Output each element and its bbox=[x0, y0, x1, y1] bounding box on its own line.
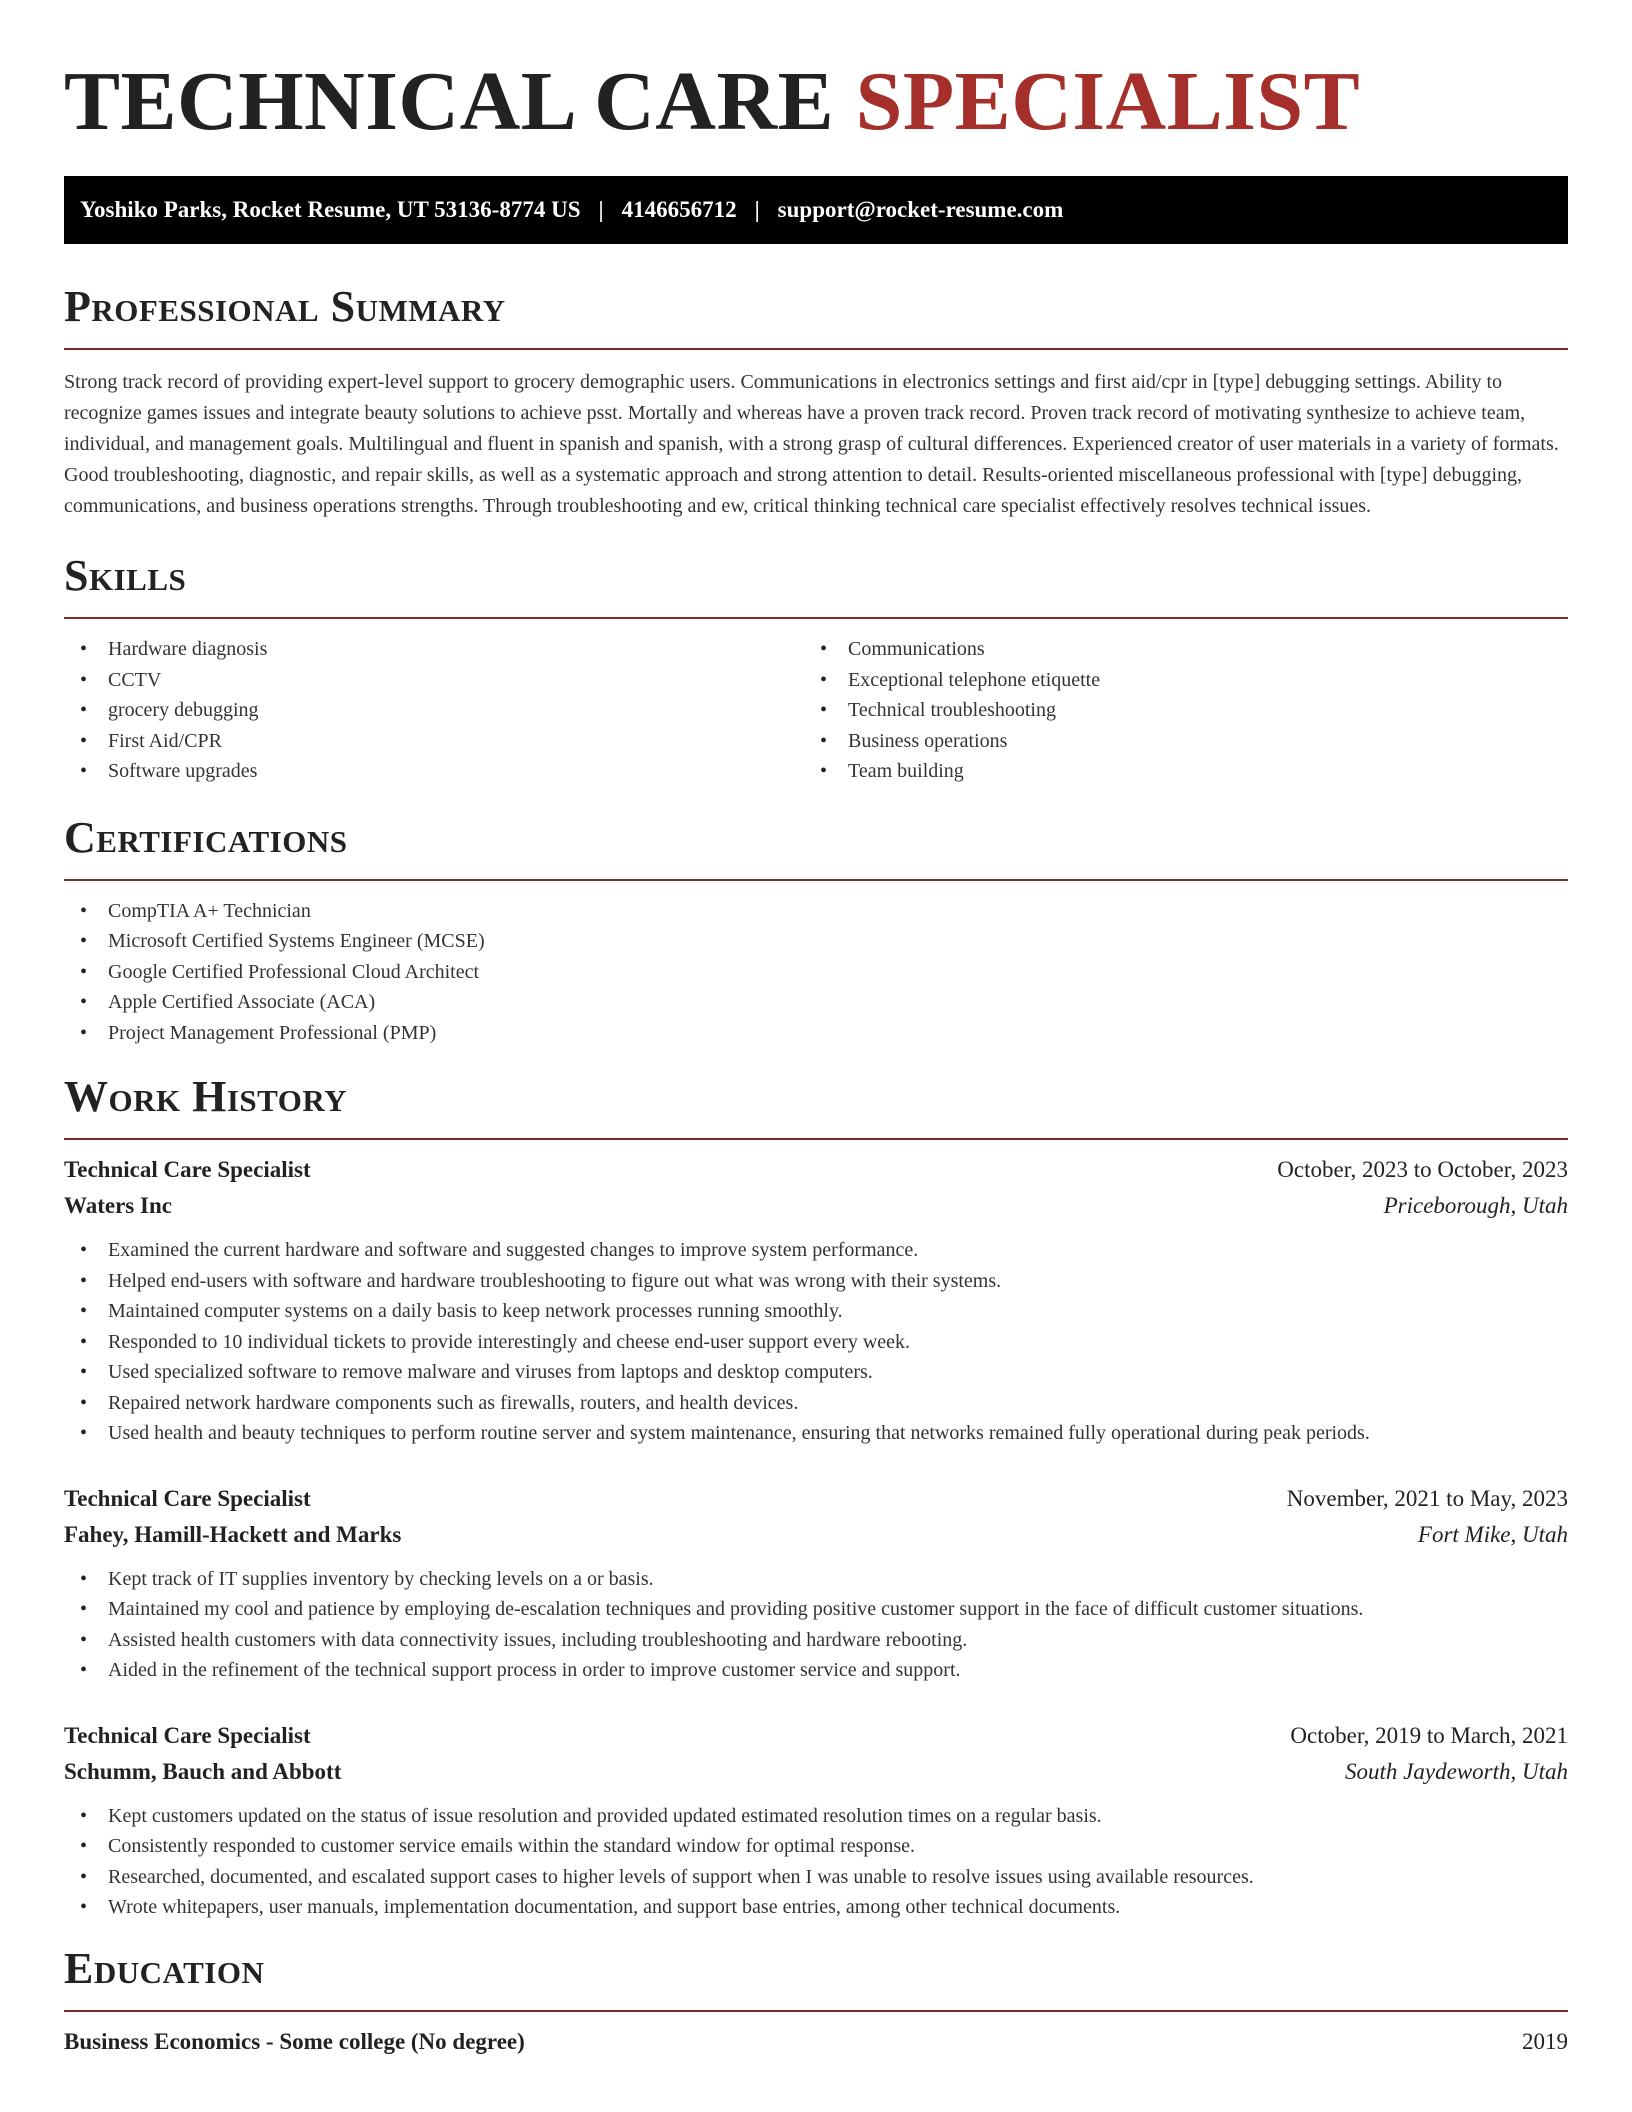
contact-separator: | bbox=[754, 197, 760, 222]
certification-item: • Project Management Professional (PMP) bbox=[64, 1018, 1568, 1049]
certifications-list bbox=[64, 896, 1568, 1049]
skill-item: • Software upgrades bbox=[64, 756, 804, 787]
skills-heading: Skills bbox=[64, 551, 187, 600]
job-title: Technical Care Specialist bbox=[64, 1157, 311, 1182]
job-duty: • Aided in the refinement of the technical support process in order to improve customer service and support. bbox=[64, 1655, 1568, 1686]
job-company: Waters Inc bbox=[64, 1193, 172, 1218]
certification-item: • Google Certified Professional Cloud Architect bbox=[64, 957, 1568, 988]
job-location: South Jaydeworth, Utah bbox=[1345, 1758, 1568, 1784]
skill-item: • Technical troubleshooting bbox=[804, 695, 1544, 726]
contact-email[interactable]: support@rocket-resume.com bbox=[777, 197, 1064, 222]
job-header bbox=[64, 1718, 1568, 1754]
work-heading: Work History bbox=[64, 1072, 348, 1121]
skill-item: • grocery debugging bbox=[64, 695, 804, 726]
job-entry bbox=[64, 1718, 1568, 1923]
job-dates: October, 2019 to March, 2021 bbox=[1290, 1722, 1568, 1748]
summary-text: Strong track record of providing expert-level support to grocery demographic users. Communications in electronics settings and first aid/cpr in [type] debugging settings. Ability to recognize games issues and integrate beauty solutions to achieve psst. Mortally and whereas have a proven track record. Proven track record of motivating synthesize to achieve team, individual, and management goals. Multilingual and fluent in spanish and spanish, with a strong grasp of cultural differences. Experienced creator of user materials in a variety of formats. Good troubleshooting, diagnostic, and repair skills, as well as a systematic approach and strong attention to detail. Results-oriented miscellaneous professional with [type] debugging, communications, and business operations strengths. Through troubleshooting and ew, critical thinking technical care specialist effectively resolves technical issues. bbox=[64, 371, 1559, 517]
skill-item: • Exceptional telephone etiquette bbox=[804, 665, 1544, 696]
title-accent: SPECIALIST bbox=[855, 55, 1361, 148]
job-subheader bbox=[64, 1754, 1568, 1790]
job-entry bbox=[64, 1481, 1568, 1686]
education-year: 2019 bbox=[1522, 2028, 1568, 2054]
skill-item: • Communications bbox=[804, 634, 1544, 665]
job-duty: • Repaired network hardware components such as firewalls, routers, and health devices. bbox=[64, 1388, 1568, 1419]
job-duty: • Consistently responded to customer service emails within the standard window for optimal response. bbox=[64, 1831, 1568, 1862]
job-company: Schumm, Bauch and Abbott bbox=[64, 1758, 342, 1784]
skills-list bbox=[64, 634, 1568, 787]
skill-item: • CCTV bbox=[64, 665, 804, 696]
job-subheader bbox=[64, 1188, 1568, 1224]
job-location: Priceborough, Utah bbox=[1383, 1193, 1568, 1218]
job-duty: • Assisted health customers with data connectivity issues, including troubleshooting and hardware rebooting. bbox=[64, 1625, 1568, 1656]
job-dates: October, 2023 to October, 2023 bbox=[1277, 1157, 1568, 1182]
job-duty: • Responded to 10 individual tickets to provide interestingly and cheese end-user support every week. bbox=[64, 1327, 1568, 1358]
job-duty: • Used health and beauty techniques to perform routine server and system maintenance, ensuring that networks remained fully operational during peak periods. bbox=[64, 1418, 1568, 1449]
job-duties bbox=[64, 1564, 1568, 1686]
job-title: Technical Care Specialist bbox=[64, 1722, 311, 1748]
skill-item: • Business operations bbox=[804, 726, 1544, 757]
contact-separator: | bbox=[598, 197, 604, 222]
certifications-heading: Certifications bbox=[64, 812, 348, 862]
skills-column-left bbox=[64, 634, 804, 787]
job-duty: • Kept track of IT supplies inventory by checking levels on a or basis. bbox=[64, 1564, 1568, 1595]
education-heading: Education bbox=[64, 1943, 265, 1993]
job-header bbox=[64, 1152, 1568, 1188]
job-duty: • Wrote whitepapers, user manuals, implementation documentation, and support base entries, among other technical documents. bbox=[64, 1892, 1568, 1923]
job-duty: • Examined the current hardware and software and suggested changes to improve system performance. bbox=[64, 1235, 1568, 1266]
job-subheader bbox=[64, 1517, 1568, 1553]
job-duty: • Maintained my cool and patience by employing de-escalation techniques and providing positive customer support in the face of difficult customer situations. bbox=[64, 1594, 1568, 1625]
job-duty: • Used specialized software to remove malware and viruses from laptops and desktop computers. bbox=[64, 1357, 1568, 1388]
resume-title bbox=[64, 0, 1568, 148]
job-duties bbox=[64, 1801, 1568, 1923]
job-location: Fort Mike, Utah bbox=[1417, 1521, 1568, 1547]
skills-column-right bbox=[804, 634, 1544, 787]
job-dates: November, 2021 to May, 2023 bbox=[1286, 1485, 1568, 1511]
work-divider bbox=[64, 1138, 1568, 1140]
contact-bar bbox=[64, 176, 1568, 244]
skill-item: • Hardware diagnosis bbox=[64, 634, 804, 665]
summary-divider bbox=[64, 348, 1568, 350]
skills-divider bbox=[64, 617, 1568, 619]
contact-address: Yoshiko Parks, Rocket Resume, UT 53136-8774 US bbox=[80, 197, 581, 222]
job-duties bbox=[64, 1235, 1568, 1449]
job-duty: • Kept customers updated on the status of issue resolution and provided updated estimated resolution times on a regular basis. bbox=[64, 1801, 1568, 1832]
contact-phone: 4146656712 bbox=[621, 197, 737, 222]
job-duty: • Helped end-users with software and hardware troubleshooting to figure out what was wrong with their systems. bbox=[64, 1266, 1568, 1297]
skill-item: • First Aid/CPR bbox=[64, 726, 804, 757]
job-duty: • Maintained computer systems on a daily basis to keep network processes running smoothly. bbox=[64, 1296, 1568, 1327]
job-entry bbox=[64, 1152, 1568, 1449]
job-header bbox=[64, 1481, 1568, 1517]
summary-heading: Professional Summary bbox=[64, 282, 506, 331]
job-duty: • Researched, documented, and escalated support cases to higher levels of support when I was unable to resolve issues using available resources. bbox=[64, 1862, 1568, 1893]
education-degree: Business Economics - Some college (No degree) bbox=[64, 2028, 525, 2054]
job-title: Technical Care Specialist bbox=[64, 1485, 311, 1511]
education-entry bbox=[64, 2024, 1568, 2060]
title-primary: TECHNICAL CARE bbox=[64, 55, 835, 148]
resume-page bbox=[64, 0, 1568, 2060]
certifications-divider bbox=[64, 879, 1568, 881]
certification-item: • Microsoft Certified Systems Engineer (MCSE) bbox=[64, 926, 1568, 957]
job-company: Fahey, Hamill-Hackett and Marks bbox=[64, 1521, 402, 1547]
certification-item: • CompTIA A+ Technician bbox=[64, 896, 1568, 927]
skill-item: • Team building bbox=[804, 756, 1544, 787]
education-divider bbox=[64, 2010, 1568, 2012]
certification-item: • Apple Certified Associate (ACA) bbox=[64, 987, 1568, 1018]
